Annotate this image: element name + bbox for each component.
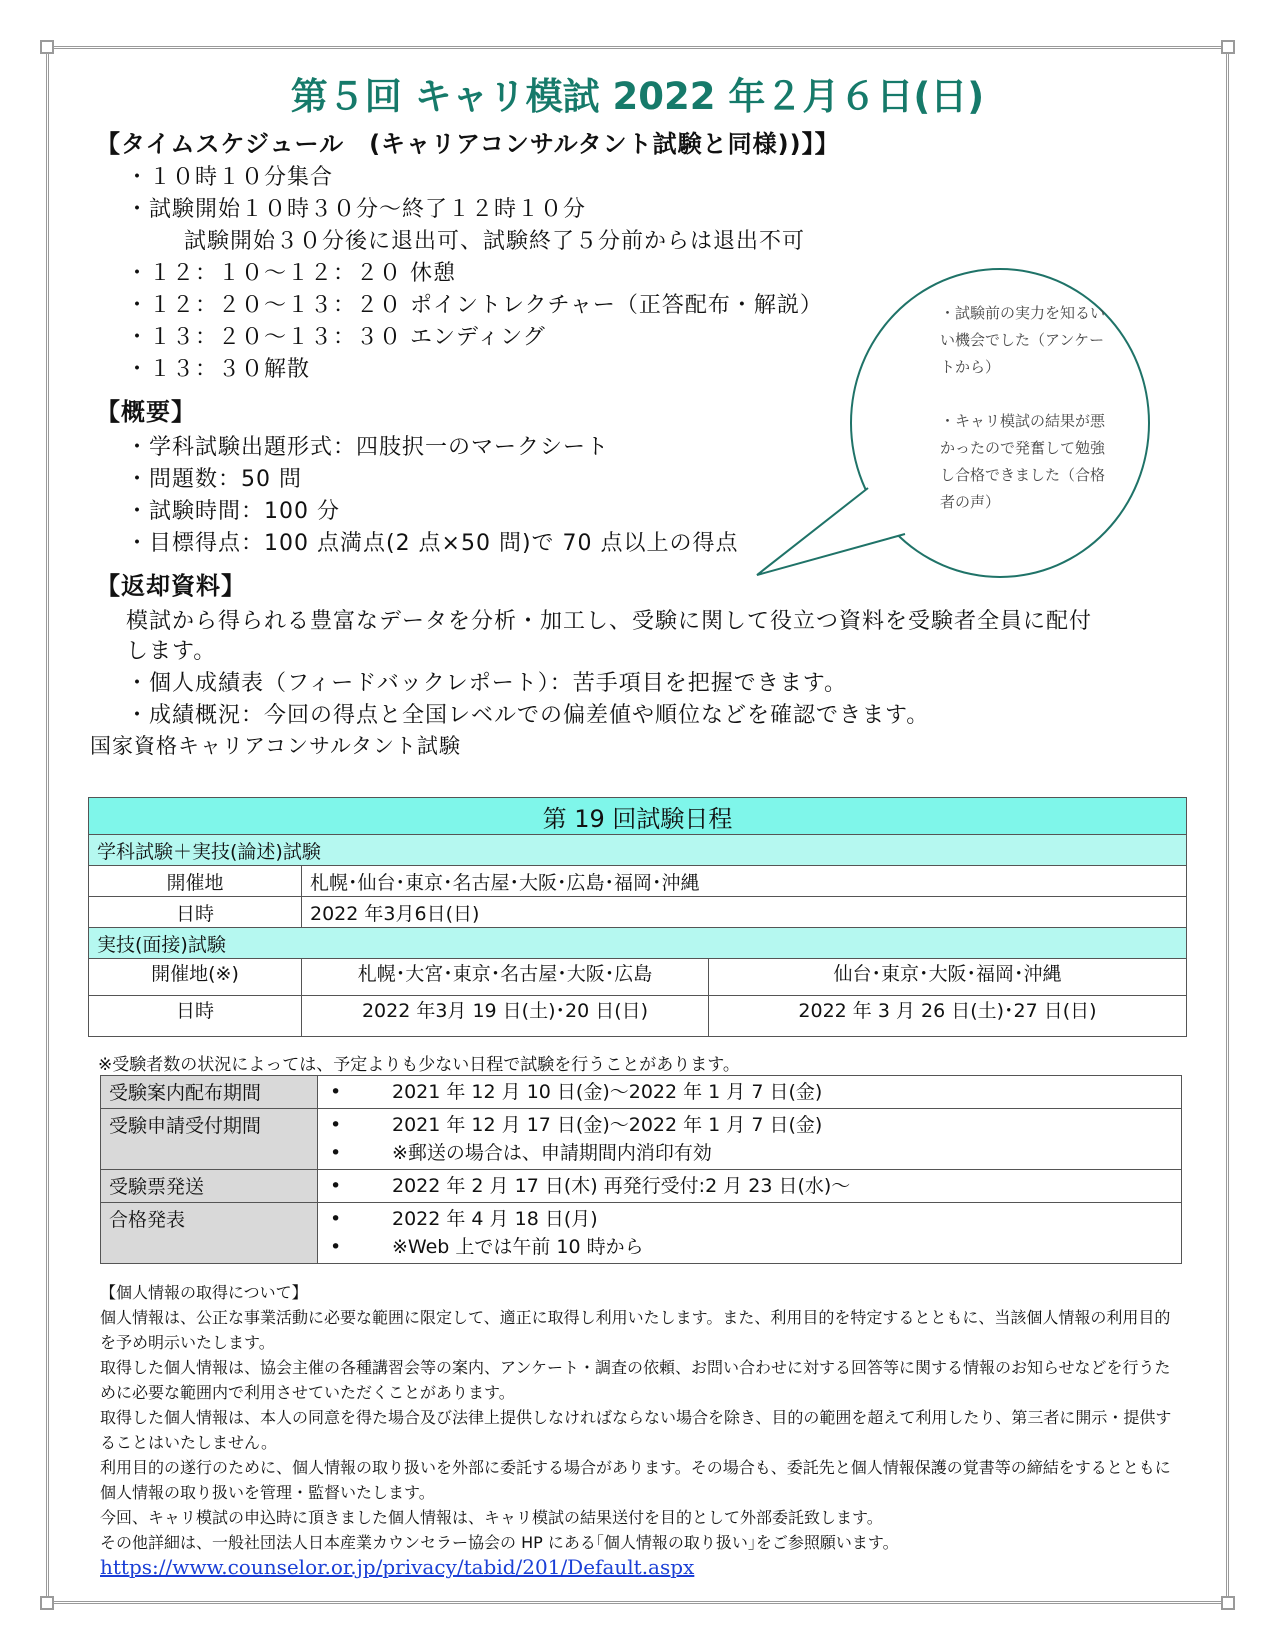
interview-date-label: 日時: [89, 996, 302, 1037]
returns-lead: します。: [126, 639, 217, 664]
privacy-heading: 【個人情報の取得について】: [100, 1283, 308, 1302]
privacy-paragraph: 個人情報は、公正な事業活動に必要な範囲に限定して、適正に取得し利用いたします。また、利用目的を特定するとともに、当該個人情報の利用目的を予め明示いたします。: [100, 1308, 1171, 1352]
exam-caption: 国家資格キャリアコンサルタント試験: [90, 734, 462, 758]
privacy-paragraph: その他詳細は、一般社団法人日本産業カウンセラー協会の HP にある｢個人情報の取り扱い｣をご参照願います。: [100, 1533, 899, 1552]
schedule-item: ・１３：３０解散: [126, 357, 311, 382]
privacy-paragraph: 今回、キャリ模試の申込時に頂きました個人情報は、キャリ模試の結果送付を目的として外部委託致します。: [100, 1508, 883, 1527]
interview-venue-label: 開催地(※): [89, 959, 302, 996]
deadline-item: • 2021 年 12 月 17 日(金)～2022 年 1 月 7 日(金): [326, 1111, 1173, 1139]
schedule-heading: 【タイムスケジュール (キャリアコンサルタント試験と同様))】】: [96, 130, 840, 158]
border-corner: [40, 1596, 54, 1610]
deadline-label: 受験票発送: [101, 1170, 318, 1203]
deadline-item: • 2021 年 12 月 10 日(金)～2022 年 1 月 7 日(金): [326, 1078, 1173, 1106]
bubble-quotes: [940, 300, 1105, 543]
interview-exam-title: 実技(面接)試験: [89, 928, 1187, 959]
deadline-item: • ※Web 上では午前 10 時から: [326, 1233, 1173, 1261]
privacy-link[interactable]: https://www.counselor.or.jp/privacy/tabid/201/Default.aspx: [100, 1555, 695, 1579]
overview-item: ・学科試験出題形式：四肢択一のマークシート: [126, 435, 610, 460]
deadline-label: 合格発表: [101, 1203, 318, 1264]
overview-heading: 【概要】: [96, 398, 196, 426]
privacy-paragraph: 取得した個人情報は、協会主催の各種講習会等の案内、アンケート・調査の依頼、お問い合わせに対する回答等に関する情報のお知らせなどを行うために必要な範囲内で利用させていただくことがあります。: [100, 1358, 1171, 1402]
table-row: [101, 1109, 1182, 1170]
exam-note: ※受験者数の状況によっては、予定よりも少ない日程で試験を行うことがあります。: [98, 1055, 740, 1075]
table-title: 第 19 回試験日程: [89, 798, 1187, 835]
schedule-item: ・１３：２０～１３：３０ エンディング: [126, 325, 546, 350]
returns-item: ・個人成績表（フィードバックレポート）：苦手項目を把握できます。: [126, 671, 848, 696]
written-date: 2022 年3月6日(日): [302, 897, 1187, 928]
returns-heading: 【返却資料】: [96, 572, 246, 600]
deadline-item: • ※郵送の場合は、申請期間内消印有効: [326, 1139, 1173, 1167]
table-row: [101, 1076, 1182, 1109]
schedule-item: ・１０時１０分集合: [126, 165, 334, 190]
deadline-label: 受験案内配布期間: [101, 1076, 318, 1109]
deadline-item: • 2022 年 4 月 18 日(月): [326, 1205, 1173, 1233]
schedule-item: ・１２：２０～１３：２０ ポイントレクチャー（正答配布・解説）: [126, 293, 823, 318]
schedule-item: ・試験開始１０時３０分～終了１２時１０分: [126, 197, 587, 222]
written-venue: 札幌･仙台･東京･名古屋･大阪･広島･福岡･沖縄: [302, 866, 1187, 897]
interview-venue-b: 仙台･東京･大阪･福岡･沖縄: [709, 959, 1187, 996]
border-corner: [1221, 1596, 1235, 1610]
table-row: [101, 1203, 1182, 1264]
bubble-quote: ・キャリ模試の結果が悪かったので発奮して勉強し合格できました（合格者の声）: [940, 412, 1106, 511]
interview-date-a: 2022 年3月 19 日(土)･20 日(日): [302, 996, 709, 1037]
overview-item: ・目標得点：100 点満点(2 点×50 問)で 70 点以上の得点: [126, 531, 739, 556]
returns-item: ・成績概況：今回の得点と全国レベルでの偏差値や順位などを確認できます。: [126, 703, 930, 728]
schedule-item: 試験開始３０分後に退出可、試験終了５分前からは退出不可: [184, 229, 806, 254]
deadline-table: [100, 1075, 1182, 1264]
privacy-paragraph: 取得した個人情報は、本人の同意を得た場合及び法律上提供しなければならない場合を除き、目的の範囲を超えて利用したり、第三者に開示・提供することはいたしません。: [100, 1408, 1172, 1452]
table-row: [101, 1170, 1182, 1203]
date-label: 日時: [89, 897, 302, 928]
privacy-section: [100, 1280, 1180, 1581]
page-title: 第５回 キャリ模試 2022 年２月６日(日): [290, 75, 985, 118]
venue-label: 開催地: [89, 866, 302, 897]
interview-venue-a: 札幌･大宮･東京･名古屋･大阪･広島: [302, 959, 709, 996]
written-exam-title: 学科試験＋実技(論述)試験: [89, 835, 1187, 866]
deadline-item: • 2022 年 2 月 17 日(木) 再発行受付:2 月 23 日(水)～: [326, 1172, 1173, 1200]
privacy-paragraph: 利用目的の遂行のために、個人情報の取り扱いを外部に委託する場合があります。その場合も、委託先と個人情報保護の覚書等の締結をするとともに個人情報の取り扱いを管理・監督いたします。: [100, 1458, 1171, 1502]
bubble-quote: ・試験前の実力を知るいい機会でした（アンケートから）: [940, 304, 1106, 376]
interview-date-b: 2022 年 3 月 26 日(土)･27 日(日): [709, 996, 1187, 1037]
exam-schedule-table: [88, 797, 1187, 1037]
deadline-label: 受験申請受付期間: [101, 1109, 318, 1170]
overview-item: ・試験時間：100 分: [126, 499, 340, 524]
schedule-item: ・１２：１０～１２：２０ 休憩: [126, 261, 456, 286]
returns-lead: 模試から得られる豊富なデータを分析・加工し、受験に関して役立つ資料を受験者全員に配付: [126, 609, 1093, 634]
overview-item: ・問題数：50 問: [126, 467, 302, 492]
